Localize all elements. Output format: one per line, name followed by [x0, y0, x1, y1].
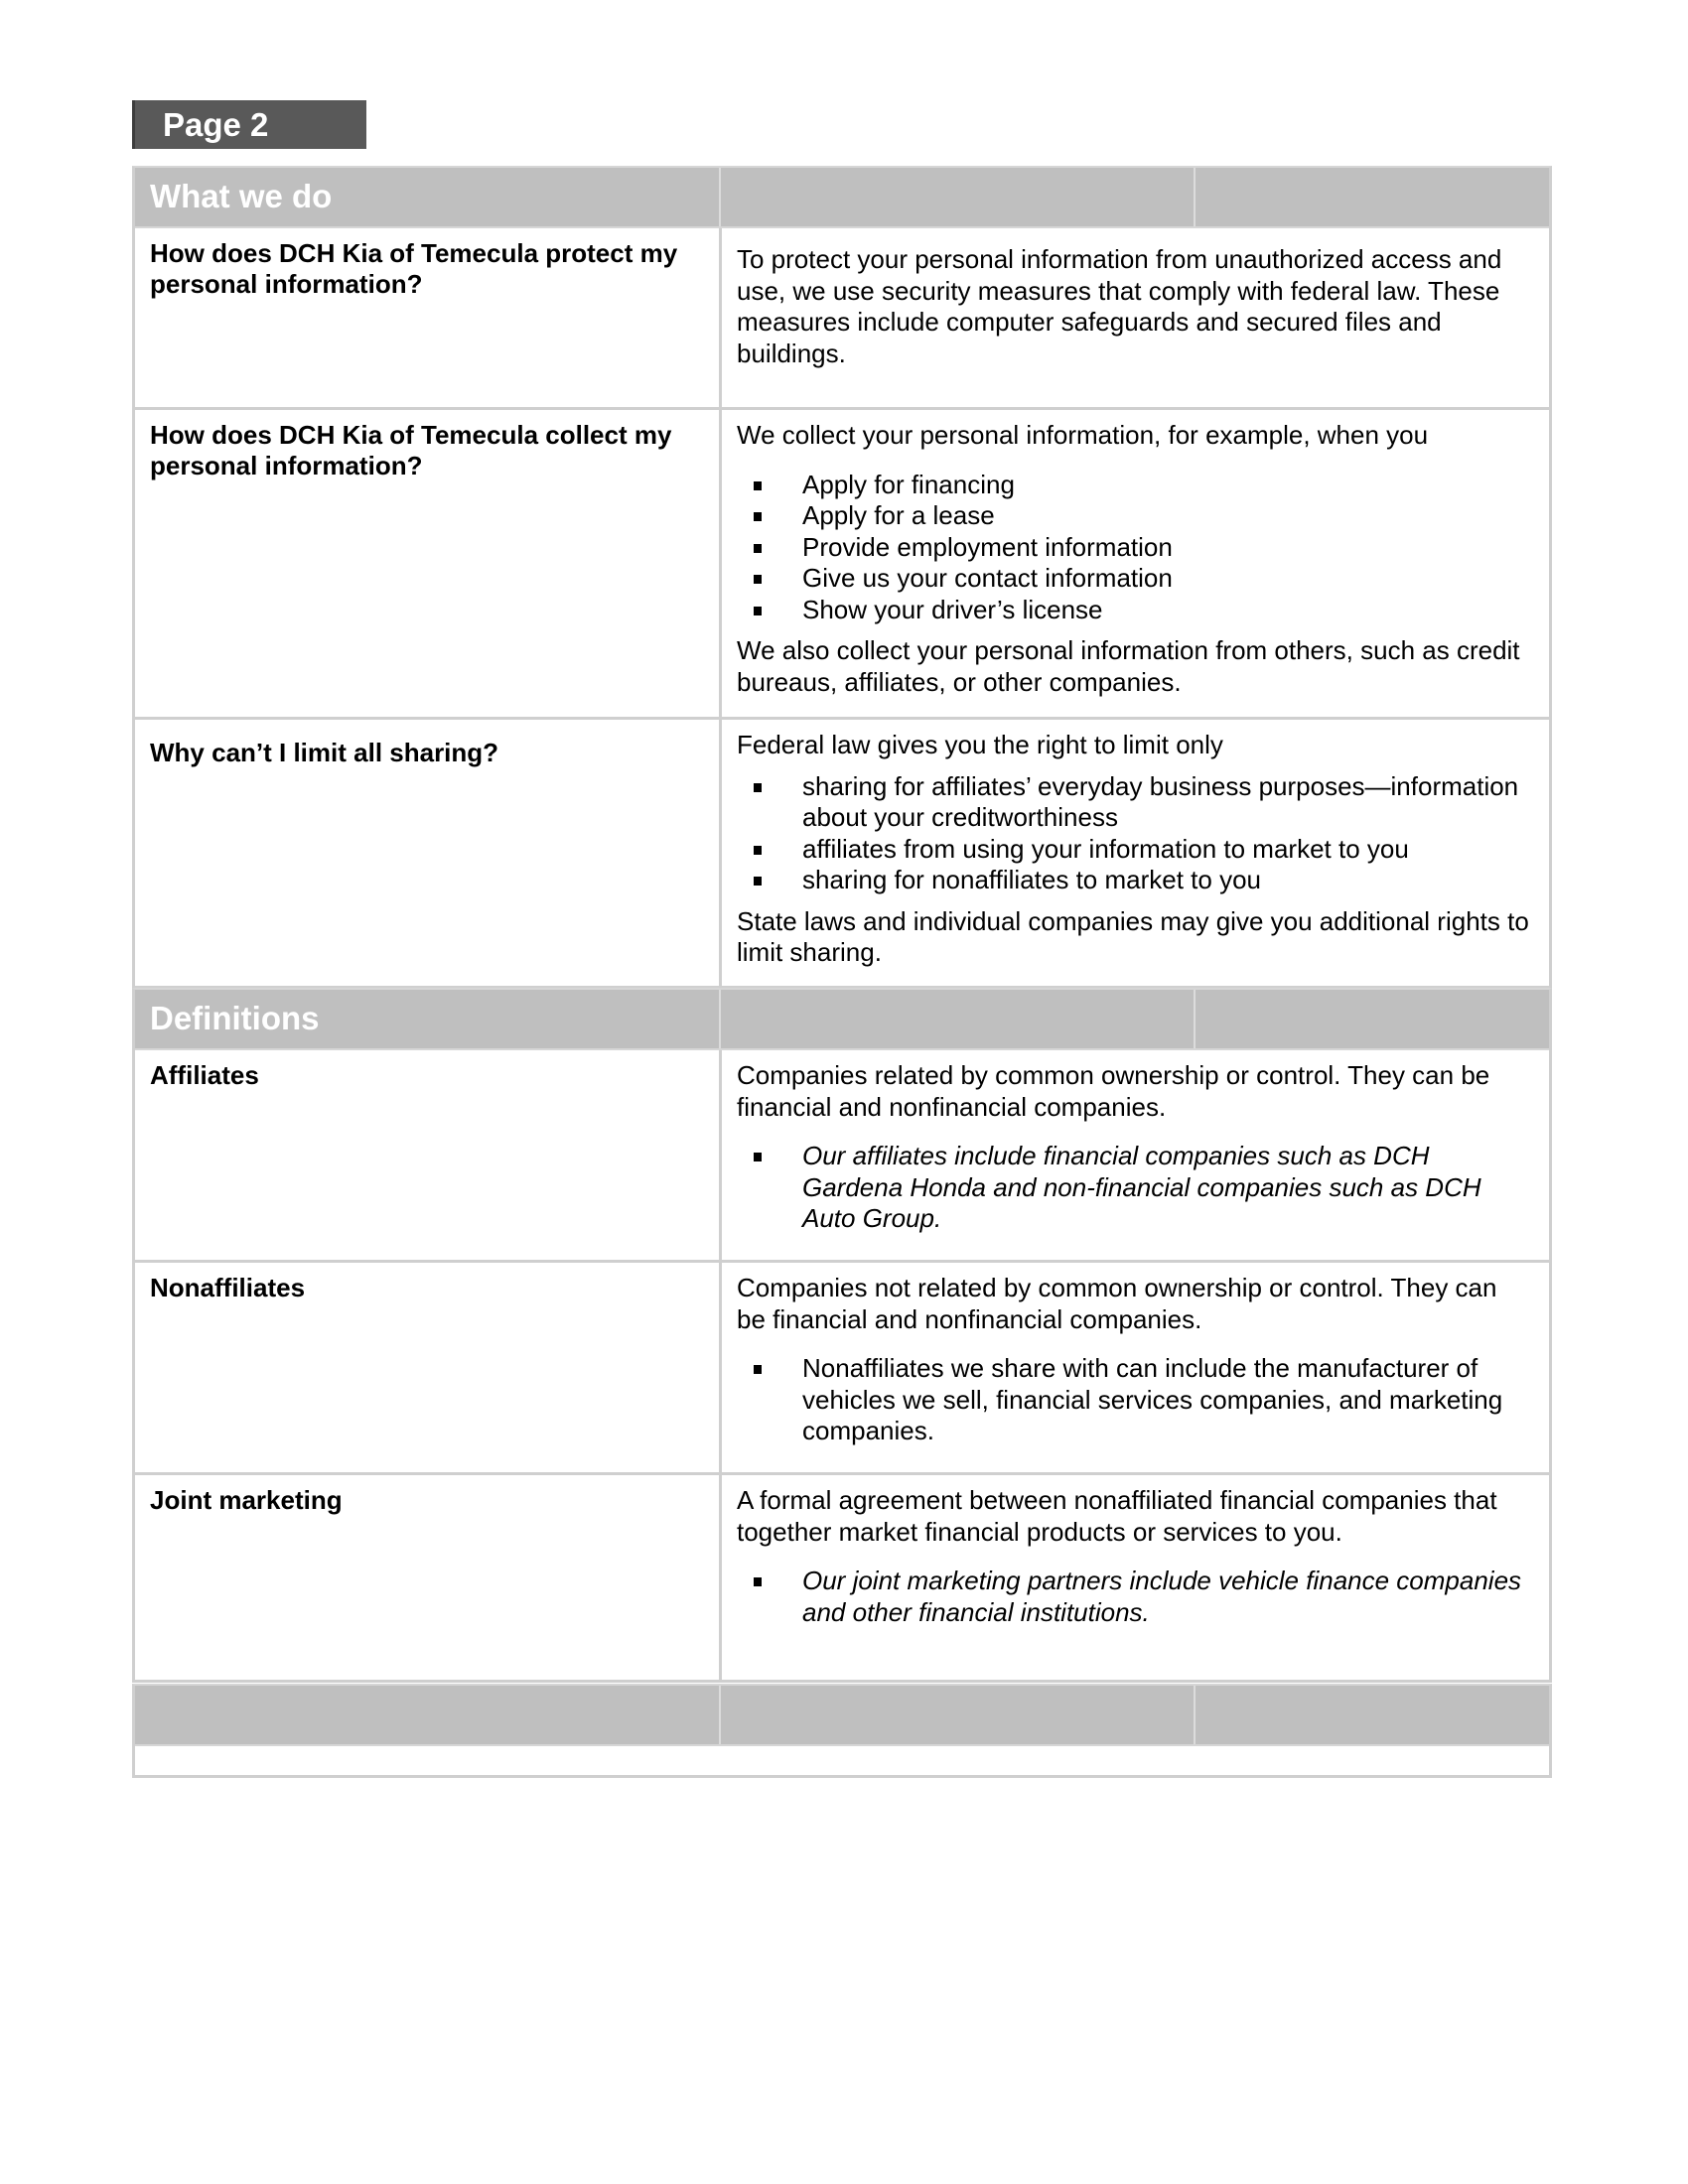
answer-bullet-list [737, 771, 1531, 896]
definition-term: Nonaffiliates [150, 1273, 306, 1302]
list-item: Provide employment information [737, 532, 1531, 564]
page-label: Page 2 [163, 106, 269, 143]
list-item: Our affiliates include financial companies such as DCH Gardena Honda and non-financial companies such as DCH Auto Group. [737, 1141, 1531, 1235]
section-header [135, 1686, 1549, 1746]
answer-bullet-list [737, 470, 1531, 626]
answer-outro: State laws and individual companies may give you additional rights to limit sharing. [737, 905, 1529, 967]
row-question: How does DCH Kia of Temecula protect my personal information? [150, 238, 678, 299]
definition-bullet-list [737, 1141, 1531, 1235]
list-item: Show your driver’s license [737, 595, 1531, 626]
row-answer [737, 420, 1531, 698]
definition-bullet-list [737, 1566, 1531, 1628]
table-row [135, 410, 1549, 720]
empty-section-table [132, 1684, 1552, 1778]
what-we-do-table [132, 166, 1552, 989]
definition-text [737, 1060, 1531, 1245]
row-answer [737, 730, 1531, 969]
definition-intro: A formal agreement between nonaffiliated financial companies that together market financial products or services to you. [737, 1485, 1497, 1547]
answer-intro: Federal law gives you the right to limit only [737, 730, 1223, 759]
empty-row [135, 1746, 1549, 1775]
table-row [135, 720, 1549, 986]
list-item: sharing for affiliates’ everyday business purposes—information about your creditworthiness [737, 771, 1531, 834]
definition-term: Affiliates [150, 1060, 259, 1090]
answer-outro: We also collect your personal information from others, such as credit bureaus, affiliates, or other companies. [737, 635, 1520, 697]
definition-text [737, 1273, 1531, 1457]
table-row [135, 228, 1549, 410]
definitions-table [132, 988, 1552, 1683]
section-header [135, 168, 1549, 228]
definition-intro: Companies not related by common ownership or control. They can be financial and nonfinancial companies. [737, 1273, 1497, 1334]
row-question: How does DCH Kia of Temecula collect my personal information? [150, 420, 672, 480]
list-item: Apply for financing [737, 470, 1531, 501]
row-answer [737, 244, 1531, 369]
list-item: Our joint marketing partners include vehicle finance companies and other financial institutions. [737, 1566, 1531, 1628]
row-question: Why can’t I limit all sharing? [150, 738, 499, 767]
section-title: What we do [150, 178, 333, 214]
answer-text: To protect your personal information from unauthorized access and use, we use security measures that comply with federal law. These measures include computer safeguards and secured files and buildings. [737, 244, 1502, 368]
table-row [135, 1050, 1549, 1263]
page-label-badge [132, 100, 366, 149]
definition-intro: Companies related by common ownership or control. They can be financial and nonfinancial companies. [737, 1060, 1490, 1122]
section-title: Definitions [150, 1000, 320, 1036]
list-item: sharing for nonaffiliates to market to you [737, 865, 1531, 896]
list-item: affiliates from using your information to market to you [737, 834, 1531, 866]
list-item: Apply for a lease [737, 500, 1531, 532]
table-row [135, 1263, 1549, 1475]
list-item: Nonaffiliates we share with can include the manufacturer of vehicles we sell, financial services companies, and marketing companies. [737, 1353, 1531, 1447]
table-row [135, 1475, 1549, 1680]
answer-intro: We collect your personal information, for example, when you [737, 420, 1429, 450]
section-header [135, 990, 1549, 1050]
definition-term: Joint marketing [150, 1485, 343, 1515]
definition-bullet-list [737, 1353, 1531, 1447]
definition-text [737, 1485, 1531, 1638]
list-item: Give us your contact information [737, 563, 1531, 595]
